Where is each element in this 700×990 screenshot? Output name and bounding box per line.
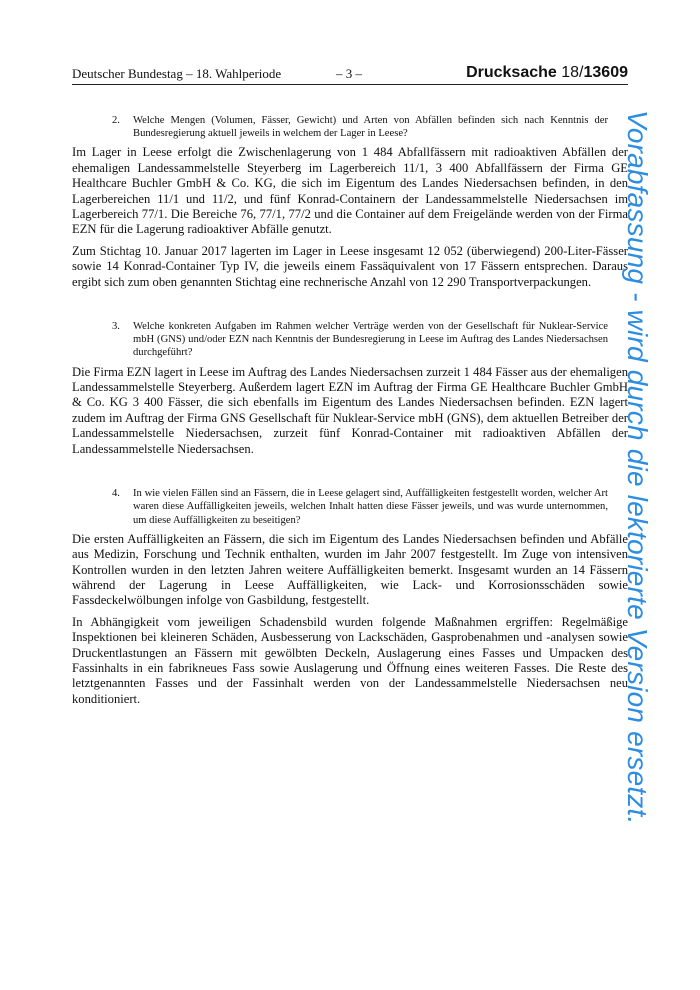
question <box>112 320 608 360</box>
question-number: 3. <box>112 321 120 333</box>
question-text: Welche Mengen (Volumen, Fässer, Gewicht) und Arten von Abfällen befinden sich nach Kenntnis der Bundesregierung aktuell jeweils in welchem der Lager in Leese? <box>133 115 608 140</box>
section-question-3 <box>72 320 628 457</box>
section-question-2 <box>72 114 628 290</box>
question-number: 4. <box>112 488 120 500</box>
answer-paragraph: Die Firma EZN lagert in Leese im Auftrag des Landes Niedersachsen zurzeit 1 484 Fässer aus der ehemaligen Landessammelstelle Steyerberg. Außerdem lagert EZN im Auftrag der Firma GE Healthcare Buchler GmbH & Co. KG 3 400 Fässer, die sich ebenfalls im Eigentum des Landes Niedersachsen befinden. EZN lagert zudem im Auftrag der Firma GNS Gesellschaft für Nuklear-Service mbH (GNS), dem aktuellen Betreiber der Landessammelstelle Niedersachsen, zurzeit fünf Konrad-Container mit radioaktiven Abfällen der Landessammelstelle Niedersachsen. <box>72 364 628 456</box>
document-label: Drucksache <box>466 64 557 81</box>
document-number-prefix: 18/ <box>561 64 584 81</box>
question-number: 2. <box>112 115 120 126</box>
section-question-4 <box>72 487 628 707</box>
answer-paragraph: Im Lager in Leese erfolgt die Zwischenlagerung von 1 484 Abfallfässern mit radioaktiven Abfällen der ehemaligen Landessammelstelle Steyerberg im Lagerbereich 11/1, 3 400 Abfallfässern der Firma GE Healthcare Buchler GmbH & Co. KG, die sich im Eigentum des Landes Niedersachsen befinden, in den Lagerbereichen 11/1 und 11/2, und fünf Konrad-Containern der Landessammelstelle Niedersachsen im Lagerbereich 77/1. Die Bereiche 76, 77/1, 77/2 und die Container auf dem Freigelände werden von der Firma EZN für die Lagerung radioaktiver Abfälle genutzt. <box>72 145 628 237</box>
page-number: – 3 – <box>336 66 362 81</box>
answer-paragraph: In Abhängigkeit vom jeweiligen Schadensbild wurden folgende Maßnahmen ergriffen: Regelmäßige Inspektionen bei kleineren Schäden, Ausbesserung von Lackschäden, Gasprobenahmen und -analysen sowie Druckentlastungen an Fässern mit gewölbten Deckeln, Auslagerung eines Fasses und Umpacken des Fassinhalts in ein fabrikneues Fass sowie Auslagerung und Öffnung eines weiteren Fasses. Die Reste des letztgenannten Fasses und der Fassinhalt werden von der Landessammelstelle Niedersachsen neu konditioniert. <box>72 614 628 706</box>
page-header <box>72 66 628 85</box>
question <box>112 487 608 527</box>
document-body <box>72 114 628 707</box>
header-parliament: Deutscher Bundestag – 18. Wahlperiode <box>72 66 282 81</box>
watermark-text: Vorabfassung - wird durch die lektorierte Version ersetzt. <box>622 110 653 825</box>
question-text: Welche konkreten Aufgaben im Rahmen welcher Verträge werden von der Gesellschaft für Nuklear-Service mbH (GNS) und/oder EZN nach Kenntnis der Bundesregierung in Leese im Auftrag des Landes Niedersachsen durchgeführt? <box>133 321 608 359</box>
draft-watermark <box>622 110 691 900</box>
answer-paragraph: Die ersten Auffälligkeiten an Fässern, die sich im Eigentum des Landes Niedersachsen befinden und Abfälle aus Medizin, Forschung und Technik enthalten, wurden im Jahr 2007 festgestellt. Im Zuge von intensiven Kontrollen wurden in den letzten Jahren weitere Auffälligkeiten bemerkt. Insgesamt wurden an 14 Fässern während der Lagerung in Leese Auffälligkeiten, wie Lack- und Korrosionsschäden sowie Fassdeckelwölbungen infolge von Gasbildung, festgestellt. <box>72 531 628 608</box>
question-text: In wie vielen Fällen sind an Fässern, die in Leese gelagert sind, Auffälligkeiten festgestellt worden, welcher Art waren diese Auffälligkeiten jeweils, welchen Inhalt hatten diese Fässer jeweils, und was wurde unternommen, um diese Auffälligkeiten zu beseitigen? <box>133 488 608 526</box>
question <box>112 114 608 140</box>
answer-paragraph: Zum Stichtag 10. Januar 2017 lagerten im Lager in Leese insgesamt 12 052 (überwiegend) 200-Liter-Fässer sowie 14 Konrad-Container Typ IV, die jeweils einem Fassäquivalent von 17 Fässern entsprechen. Daraus ergibt sich zum oben genannten Stichtag eine rechnerische Anzahl von 12 290 Transportverpackungen. <box>72 243 628 289</box>
document-number-value: 13609 <box>583 64 628 81</box>
document-number <box>466 63 628 83</box>
